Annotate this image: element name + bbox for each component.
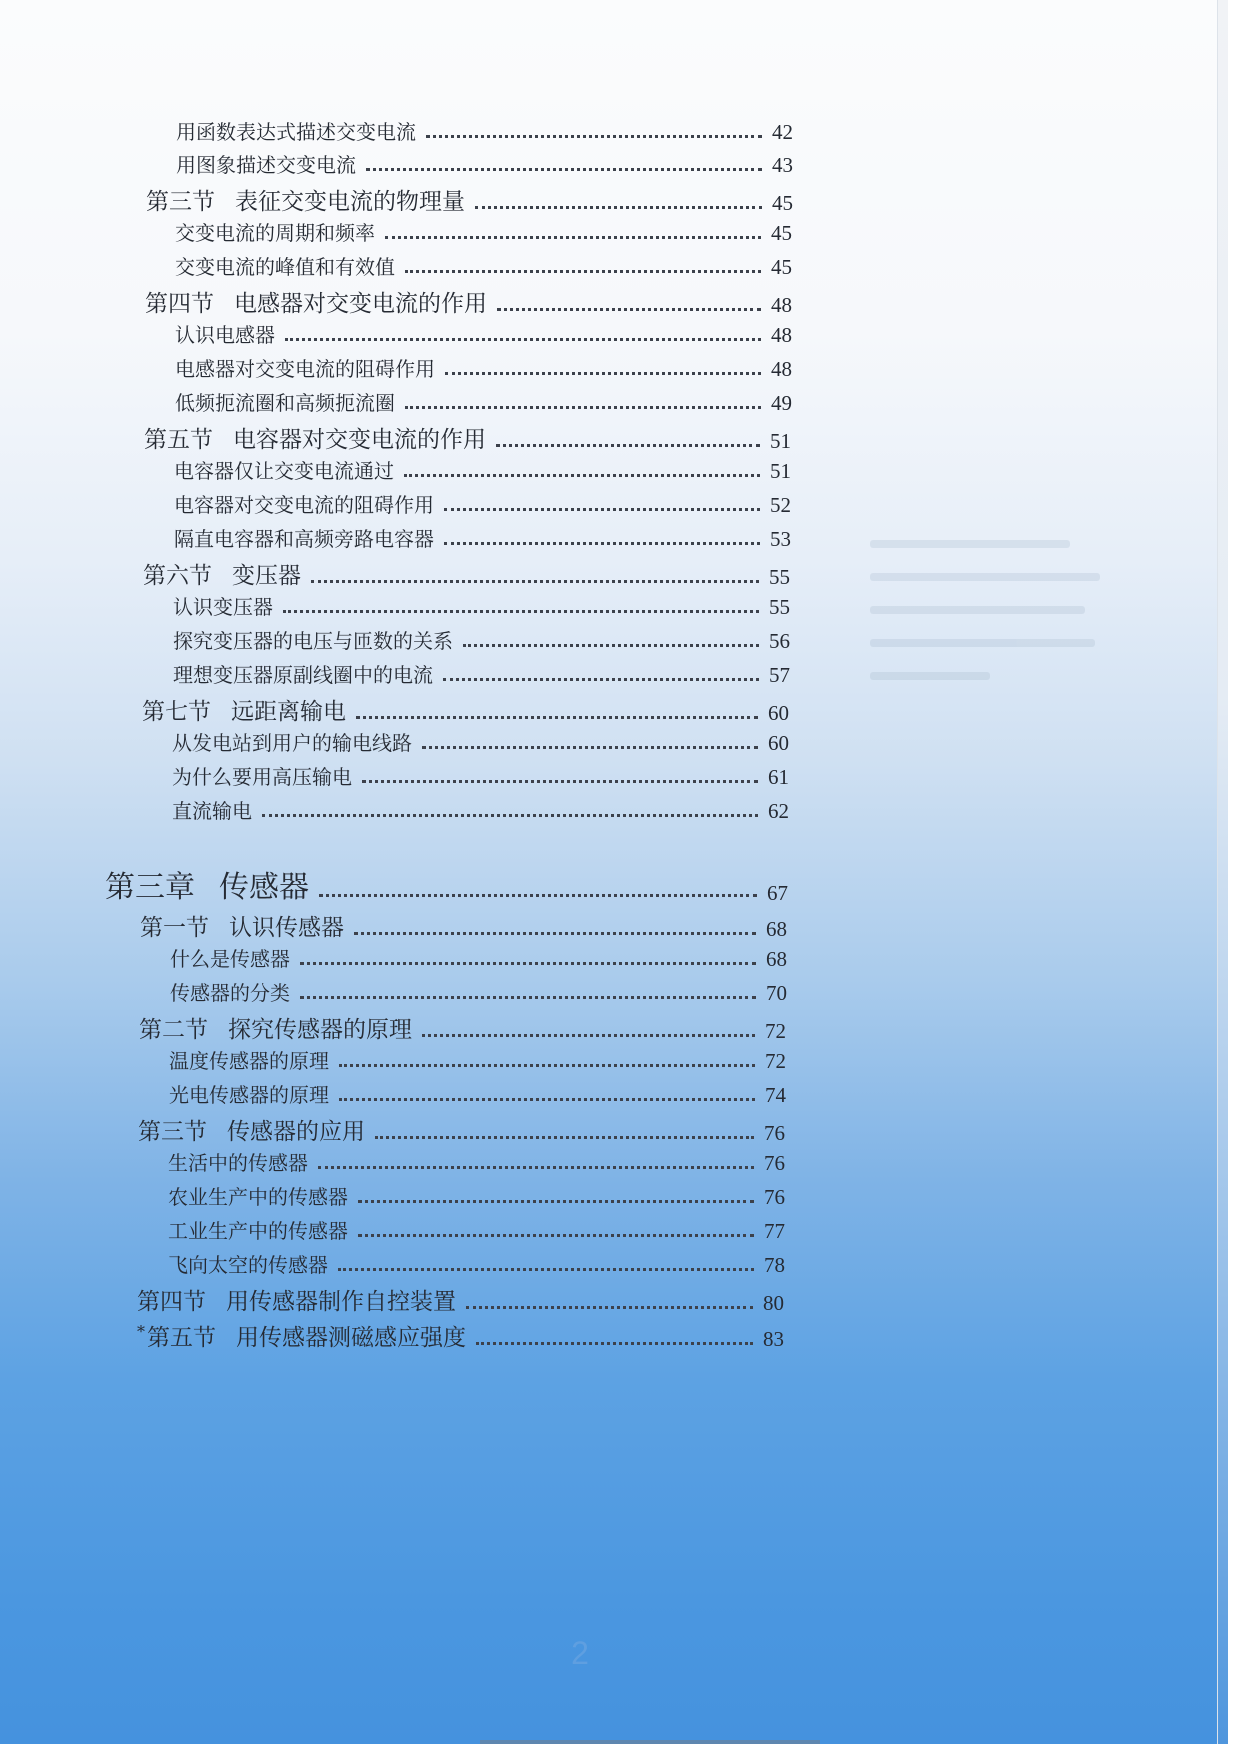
section-name: 传感器的应用: [227, 1119, 365, 1145]
dot-leader: [444, 542, 760, 545]
dot-leader: [285, 338, 761, 341]
toc-item[interactable]: [176, 116, 802, 145]
dot-leader: [443, 678, 759, 681]
toc-item-title: 为什么要用高压输电: [172, 765, 352, 789]
dot-leader: [366, 168, 762, 171]
dot-leader: [300, 962, 756, 965]
toc-item[interactable]: [175, 353, 801, 382]
toc-page-number: 45: [771, 221, 792, 245]
toc-item[interactable]: [168, 1215, 794, 1244]
toc-page-number: 45: [772, 191, 793, 215]
dot-leader: [356, 716, 758, 719]
toc-page-number: 76: [764, 1121, 785, 1145]
toc-item-title: 温度传感器的原理: [169, 1049, 329, 1073]
toc-section-title: [138, 1113, 365, 1146]
dot-leader: [358, 1234, 754, 1237]
toc-item-title: 从发电站到用户的输电线路: [172, 731, 412, 755]
toc-item-title: 生活中的传感器: [168, 1151, 308, 1175]
toc-item-title: 电容器对交变电流的阻碍作用: [174, 493, 434, 517]
toc-item-title: 认识电感器: [175, 323, 275, 347]
toc-page-number: 57: [769, 663, 790, 687]
toc-item-title: 电容器仅让交变电流通过: [174, 459, 394, 483]
toc-section[interactable]: [137, 1319, 793, 1352]
toc-section[interactable]: [140, 909, 796, 942]
page-edge-shadow: [480, 1740, 820, 1744]
toc-page-number: 60: [768, 731, 789, 755]
toc-page-number: 53: [770, 527, 791, 551]
chapter-label: 第三章: [105, 870, 195, 905]
section-name: 电感器对交变电流的作用: [234, 291, 487, 317]
section-name: 电容器对交变电流的作用: [233, 427, 486, 453]
toc-item-title: 农业生产中的传感器: [168, 1185, 348, 1209]
toc-item-title: 探究变压器的电压与匝数的关系: [173, 629, 453, 653]
toc-page-number: 56: [769, 629, 790, 653]
toc-page-number: 72: [765, 1019, 786, 1043]
section-label: 第三节: [138, 1119, 207, 1145]
toc-item-title: 工业生产中的传感器: [168, 1219, 348, 1243]
toc-item-title: 交变电流的周期和频率: [175, 221, 375, 245]
toc-item[interactable]: [175, 217, 801, 246]
dot-leader: [318, 1166, 754, 1169]
toc-item[interactable]: [172, 795, 798, 824]
toc-page-number: 61: [768, 765, 789, 789]
dot-leader: [422, 1034, 755, 1037]
toc-page-number: 74: [765, 1083, 786, 1107]
toc-item-title: 理想变压器原副线圈中的电流: [173, 663, 433, 687]
dot-leader: [405, 270, 761, 273]
section-name: 探究传感器的原理: [228, 1017, 412, 1043]
toc-section-title: [140, 909, 344, 942]
toc-page-number: 42: [772, 120, 793, 144]
dot-leader: [300, 996, 756, 999]
toc-item[interactable]: [174, 489, 800, 518]
toc-section-title: [144, 421, 486, 454]
toc-page-number: 48: [771, 357, 792, 381]
page-number: 2: [571, 1635, 589, 1671]
section-label: 第五节: [147, 1325, 216, 1351]
toc-section[interactable]: [142, 693, 798, 726]
toc-section[interactable]: [139, 1011, 795, 1044]
toc-page-number: 52: [770, 493, 791, 517]
toc-item-title: 用图象描述交变电流: [176, 153, 356, 177]
toc-chapter[interactable]: [105, 862, 797, 906]
dot-leader: [339, 1064, 755, 1067]
toc-page-number: 76: [764, 1151, 785, 1175]
dot-leader: [362, 780, 758, 783]
dot-leader: [311, 580, 759, 583]
dot-leader: [444, 508, 760, 511]
toc-page-number: 70: [766, 981, 787, 1005]
toc-page-number: 48: [771, 293, 792, 317]
toc-page-number: 49: [771, 391, 792, 415]
toc-section-title: [143, 557, 301, 590]
toc-page-number: 55: [769, 565, 790, 589]
toc-item[interactable]: [176, 149, 802, 178]
toc-item[interactable]: [172, 761, 798, 790]
toc-page-number: 67: [767, 881, 788, 905]
section-label: 第二节: [139, 1017, 208, 1043]
toc-section-title: [137, 1319, 466, 1352]
toc-page-number: 45: [771, 255, 792, 279]
toc-item[interactable]: [170, 943, 796, 972]
toc-item[interactable]: [175, 251, 801, 280]
section-name: 表征交变电流的物理量: [235, 189, 465, 215]
toc-section[interactable]: [144, 421, 800, 454]
toc-section[interactable]: [138, 1113, 794, 1146]
toc-page-number: 83: [763, 1327, 784, 1351]
toc-item[interactable]: [174, 455, 800, 484]
toc-page-number: 77: [764, 1219, 785, 1243]
dot-leader: [354, 932, 756, 935]
dot-leader: [338, 1268, 754, 1271]
toc-item-title: 光电传感器的原理: [169, 1083, 329, 1107]
dot-leader: [496, 444, 760, 447]
toc-item[interactable]: [168, 1249, 794, 1278]
dot-leader: [422, 746, 758, 749]
toc-section-title: [139, 1011, 412, 1044]
toc-section[interactable]: [145, 285, 801, 318]
section-label: 第四节: [137, 1289, 206, 1315]
dot-leader: [405, 406, 761, 409]
toc-item[interactable]: [173, 625, 799, 654]
optional-star-mark: *: [137, 1322, 145, 1341]
dot-leader: [426, 135, 762, 138]
dot-leader: [476, 1342, 753, 1345]
dot-leader: [475, 206, 762, 209]
toc-page-number: 55: [769, 595, 790, 619]
toc-item[interactable]: [172, 727, 798, 756]
toc-item-title: 交变电流的峰值和有效值: [175, 255, 395, 279]
toc-section[interactable]: [146, 183, 802, 216]
section-name: 远距离输电: [231, 699, 346, 725]
dot-leader: [466, 1306, 753, 1309]
toc-item-title: 隔直电容器和高频旁路电容器: [174, 527, 434, 551]
toc-item[interactable]: [175, 319, 801, 348]
toc-page-number: 51: [770, 459, 791, 483]
toc-page-number: 48: [771, 323, 792, 347]
section-label: 第五节: [144, 427, 213, 453]
toc-item[interactable]: [169, 1045, 795, 1074]
section-name: 用传感器测磁感应强度: [236, 1325, 466, 1351]
toc-section-title: [137, 1283, 456, 1316]
section-name: 变压器: [232, 563, 301, 589]
toc-section[interactable]: [143, 557, 799, 590]
section-label: 第四节: [145, 291, 214, 317]
dot-leader: [375, 1136, 754, 1139]
toc-page-number: 68: [766, 947, 787, 971]
toc-item-title: 什么是传感器: [170, 947, 290, 971]
dot-leader: [358, 1200, 754, 1203]
toc-item[interactable]: [173, 659, 799, 688]
toc-page-number: 76: [764, 1185, 785, 1209]
dot-leader: [445, 372, 761, 375]
dot-leader: [404, 474, 760, 477]
dot-leader: [262, 814, 758, 817]
dot-leader: [497, 308, 761, 311]
toc-page-number: 51: [770, 429, 791, 453]
toc-item-title: 飞向太空的传感器: [168, 1253, 328, 1277]
section-name: 认识传感器: [229, 915, 344, 941]
toc-item[interactable]: [168, 1181, 794, 1210]
toc-item[interactable]: [170, 977, 796, 1006]
toc-page-number: 68: [766, 917, 787, 941]
toc-page-number: 80: [763, 1291, 784, 1315]
section-label: 第三节: [146, 189, 215, 215]
toc-item-title: 传感器的分类: [170, 981, 290, 1005]
dot-leader: [463, 644, 759, 647]
toc-page-number: 60: [768, 701, 789, 725]
dot-leader: [319, 894, 757, 897]
toc-page-number: 72: [765, 1049, 786, 1073]
toc-page-number: 78: [764, 1253, 785, 1277]
toc-page-number: 43: [772, 153, 793, 177]
section-label: 第七节: [142, 699, 211, 725]
chapter-name: 传感器: [219, 870, 309, 905]
toc-section-title: [146, 183, 465, 216]
toc-item-title: 认识变压器: [173, 595, 273, 619]
dot-leader: [283, 610, 759, 613]
dot-leader: [339, 1098, 755, 1101]
section-name: 用传感器制作自控装置: [226, 1289, 456, 1315]
section-label: 第六节: [143, 563, 212, 589]
dot-leader: [385, 236, 761, 239]
toc-item[interactable]: [169, 1079, 795, 1108]
toc-item-title: 直流输电: [172, 799, 252, 823]
toc-section-title: [142, 693, 346, 726]
toc-chapter-title: [105, 862, 309, 906]
toc-item[interactable]: [175, 387, 801, 416]
toc-section[interactable]: [137, 1283, 793, 1316]
section-label: 第一节: [140, 915, 209, 941]
toc-item[interactable]: [173, 591, 799, 620]
toc-item-title: 用函数表达式描述交变电流: [176, 120, 416, 144]
toc-section-title: [145, 285, 487, 318]
toc-item[interactable]: [168, 1147, 794, 1176]
toc-page-number: 62: [768, 799, 789, 823]
toc-item[interactable]: [174, 523, 800, 552]
toc-item-title: 电感器对交变电流的阻碍作用: [175, 357, 435, 381]
toc-item-title: 低频扼流圈和高频扼流圈: [175, 391, 395, 415]
